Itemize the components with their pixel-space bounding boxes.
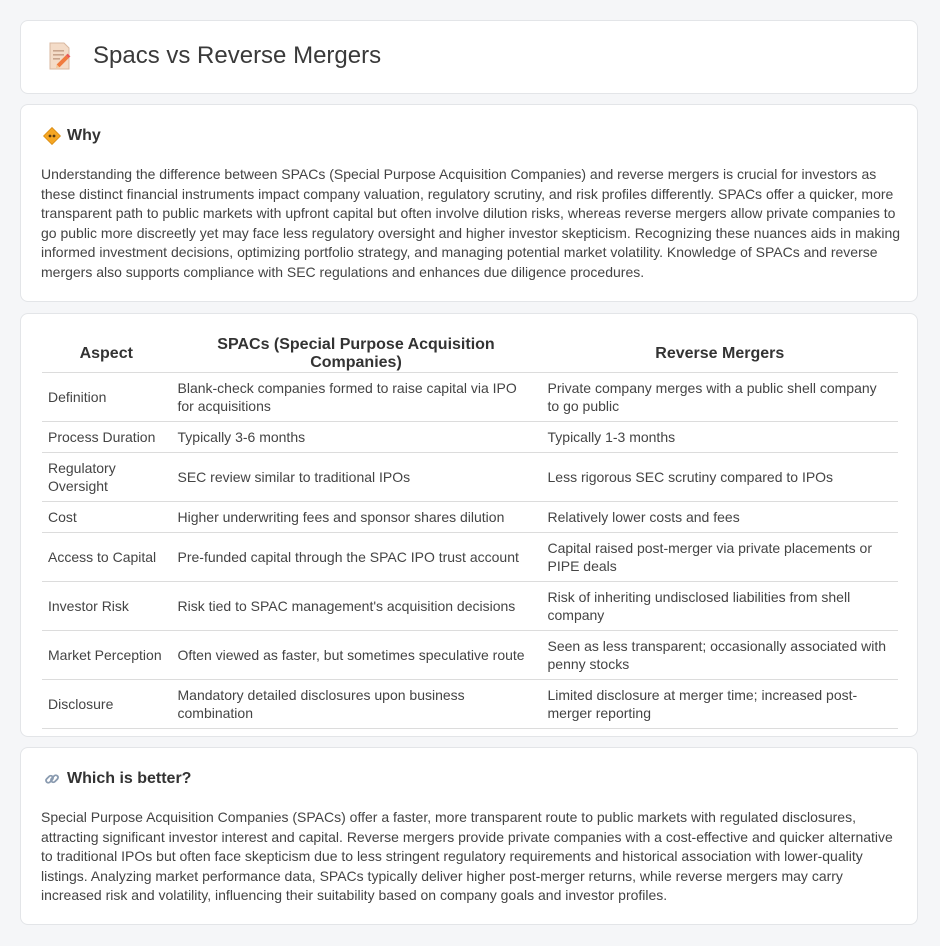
better-text: Special Purpose Acquisition Companies (SPACs) offer a faster, more transparent route to public markets with regulated disclosures, attracting significant investor interest and capital. Reverse mergers provide private companies with a cost-effective and quicker alternative to traditional IPOs but often face skepticism due to less stringent regulatory requirements and historical association with lower-quality listings. Analyzing market performance data, SPACs typically deliver higher post-merger returns, while reverse mergers may carry increased risk and volatility, influencing their suitability based on company goals and investor profiles. <box>41 809 893 903</box>
reverse-mergers-cell: Seen as less transparent; occasionally associated with penny stocks <box>541 631 898 680</box>
table-row <box>42 533 898 582</box>
better-heading-row <box>43 770 191 788</box>
spacs-cell: Risk tied to SPAC management's acquisition decisions <box>171 582 541 631</box>
why-text: Understanding the difference between SPACs (Special Purpose Acquisition Companies) and reverse mergers is crucial for investors as these distinct financial instruments impact company valuation, regulatory scrutiny, and risk profiles differently. SPACs offer a quicker, more transparent path to public markets with upfront capital but often involve dilution risks, whereas reverse mergers allow private companies to go public more discreetly yet may face less regulatory oversight and higher investor skepticism. Recognizing these nuances aids in making informed investment decisions, optimizing portfolio strategy, and managing potential market volatility. Knowledge of SPACs and reverse mergers also supports compliance with SEC regulations and enhances due diligence procedures. <box>41 166 901 280</box>
aspect-cell: Investor Risk <box>42 582 171 631</box>
spacs-cell: Pre-funded capital through the SPAC IPO trust account <box>171 533 541 582</box>
spacs-cell: Typically 3-6 months <box>171 422 541 453</box>
table-header-row <box>42 334 898 373</box>
which-is-better-card <box>20 747 918 925</box>
table-row <box>42 453 898 502</box>
document-pencil-icon <box>47 41 73 71</box>
header-spacs: SPACs (Special Purpose Acquisition Companies) <box>171 334 541 373</box>
aspect-cell: Market Perception <box>42 631 171 680</box>
comparison-table <box>42 334 898 729</box>
table-row <box>42 502 898 533</box>
better-heading: Which is better? <box>67 770 192 787</box>
aspect-cell: Process Duration <box>42 422 171 453</box>
page-title: Spacs vs Reverse Mergers <box>93 42 382 69</box>
aspect-cell: Regulatory Oversight <box>42 453 171 502</box>
reverse-mergers-cell: Risk of inheriting undisclosed liabilities from shell company <box>541 582 898 631</box>
title-row <box>47 41 381 71</box>
table-row <box>42 680 898 729</box>
table-row <box>42 373 898 422</box>
spacs-cell: Mandatory detailed disclosures upon business combination <box>171 680 541 729</box>
table-row <box>42 631 898 680</box>
reverse-mergers-cell: Less rigorous SEC scrutiny compared to IPOs <box>541 453 898 502</box>
aspect-cell: Cost <box>42 502 171 533</box>
title-card <box>20 20 918 94</box>
spacs-cell: SEC review similar to traditional IPOs <box>171 453 541 502</box>
reverse-mergers-cell: Private company merges with a public shell company to go public <box>541 373 898 422</box>
aspect-cell: Access to Capital <box>42 533 171 582</box>
reverse-mergers-cell: Limited disclosure at merger time; increased post-merger reporting <box>541 680 898 729</box>
table-row <box>42 422 898 453</box>
comparison-card <box>20 313 918 737</box>
why-card <box>20 104 918 302</box>
spacs-cell: Blank-check companies formed to raise capital via IPO for acquisitions <box>171 373 541 422</box>
link-icon <box>43 770 61 788</box>
aspect-cell: Definition <box>42 373 171 422</box>
table-row <box>42 582 898 631</box>
reverse-mergers-cell: Typically 1-3 months <box>541 422 898 453</box>
reverse-mergers-cell: Relatively lower costs and fees <box>541 502 898 533</box>
reverse-mergers-cell: Capital raised post-merger via private placements or PIPE deals <box>541 533 898 582</box>
header-reverse-mergers: Reverse Mergers <box>541 334 898 373</box>
aspect-cell: Disclosure <box>42 680 171 729</box>
why-heading: Why <box>67 127 101 144</box>
why-heading-row <box>43 127 101 145</box>
diamond-sign-icon <box>43 127 61 145</box>
spacs-cell: Higher underwriting fees and sponsor shares dilution <box>171 502 541 533</box>
spacs-cell: Often viewed as faster, but sometimes speculative route <box>171 631 541 680</box>
header-aspect: Aspect <box>42 334 171 373</box>
